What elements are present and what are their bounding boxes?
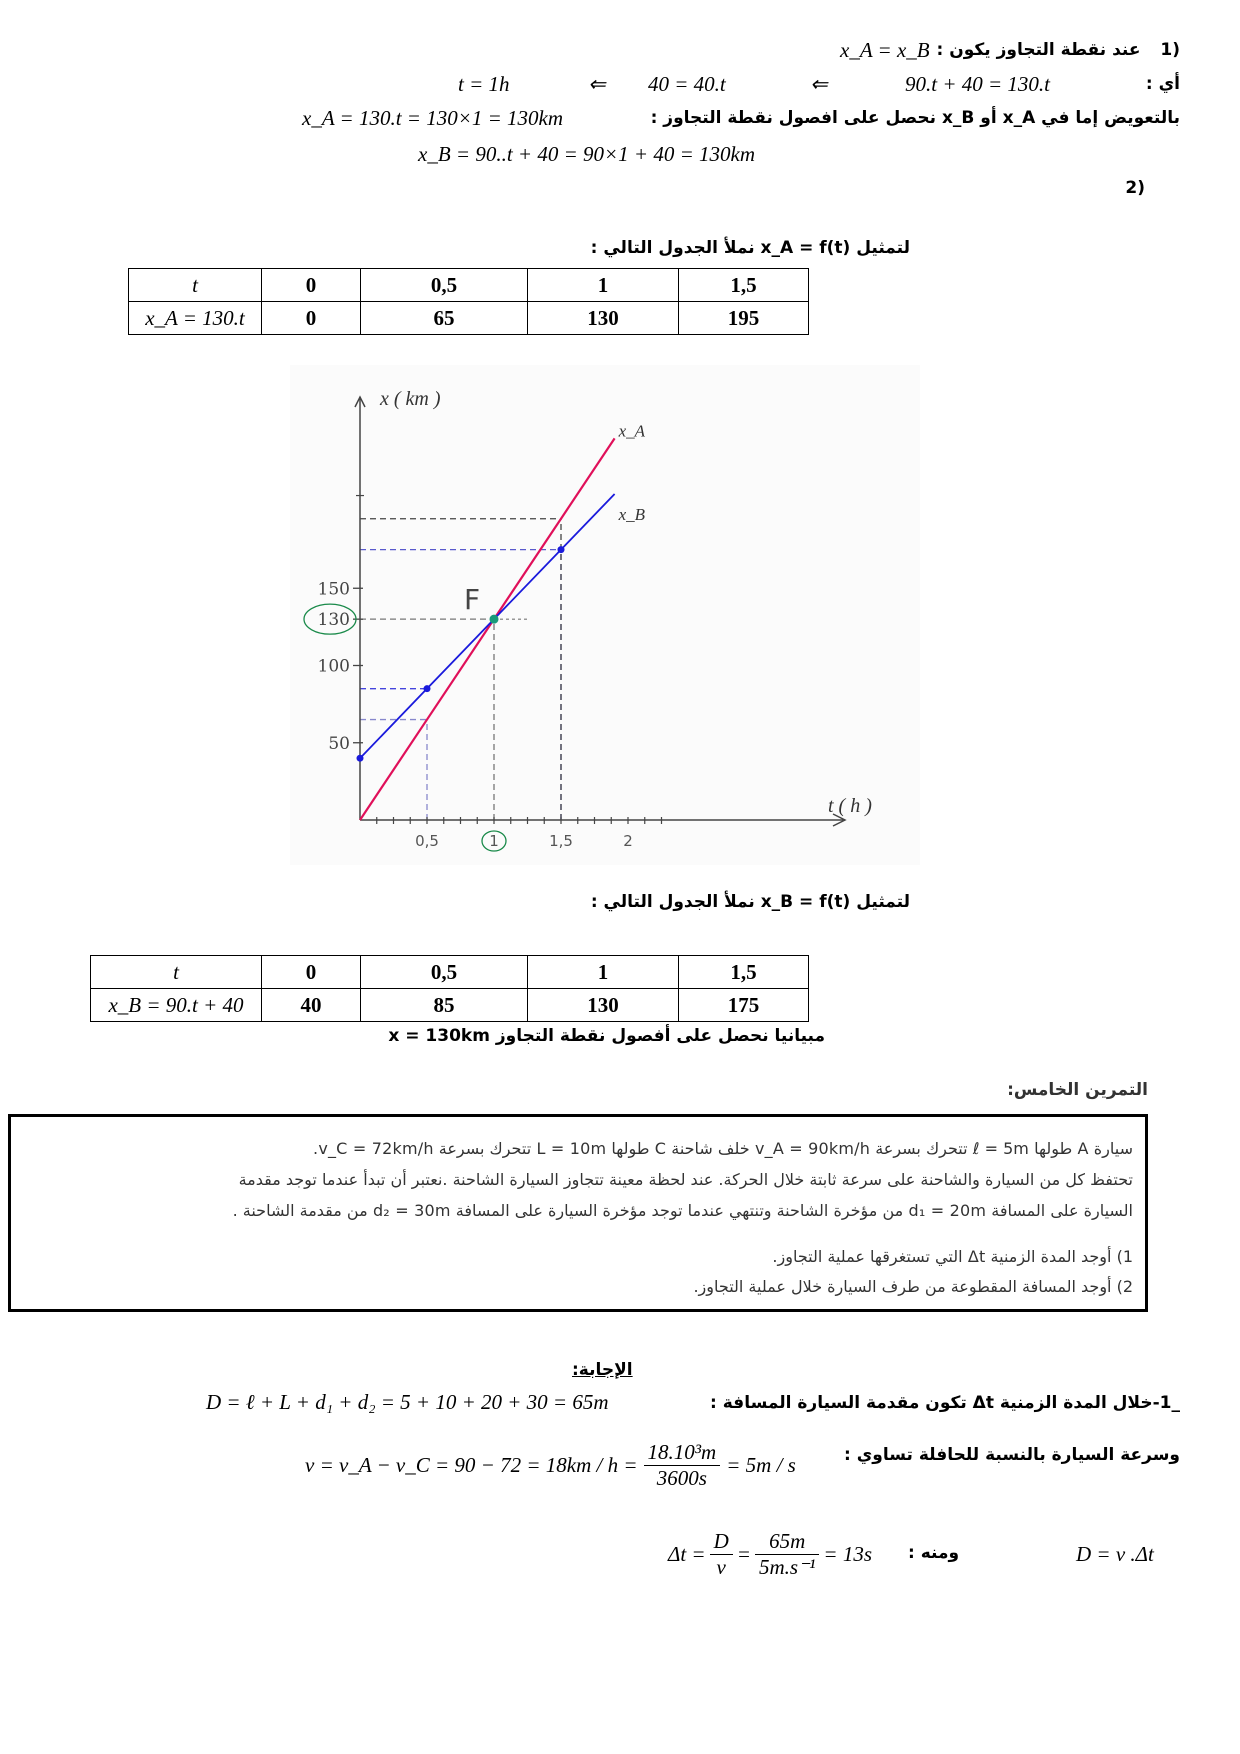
y-tick-label: 130: [317, 610, 350, 631]
table-cell: 1,5: [679, 956, 809, 989]
table-cell: 130: [528, 302, 679, 335]
question-2: 2) أوجد المسافة المقطوعة من طرف السيارة خلال عملية التجاوز.: [693, 1277, 1133, 1296]
statement-line-3: السيارة على المسافة d₁ = 20m من مؤخرة الشاحنة وتنتهي عندما توجد مؤخرة السيارة على المسافة d₂ = 30m من مقدمة الشاحنة .: [232, 1201, 1133, 1220]
table-cell: t: [91, 956, 262, 989]
answer2-eq-right: = 5m / s: [726, 1452, 796, 1477]
table-cell: 1: [528, 956, 679, 989]
table-xb: [90, 955, 809, 1022]
part1-line4-eq: x_B = 90..t + 40 = 90×1 + 40 = 130km: [418, 142, 755, 166]
statement-line-1: سيارة A طولها ℓ = 5m تتحرك بسرعة v_A = 90km/h خلف شاحنة C طولها L = 10m تتحرك بسرعة v_C = 72km/h.: [313, 1139, 1133, 1158]
answer3-fraction-2: [755, 1529, 819, 1580]
data-point: [558, 546, 565, 553]
answer2-eq: [305, 1430, 796, 1500]
answer2-label: وسرعة السيارة بالنسبة للحافلة تساوي :: [843, 1445, 1180, 1465]
x-tick-label: 2: [623, 832, 633, 850]
answer2-frac-num: 18.10³m: [644, 1440, 721, 1466]
part1-number: (1: [1160, 40, 1180, 60]
answer1-label: _1-خلال المدة الزمنية Δt تكون مقدمة السيارة المسافة :: [710, 1393, 1180, 1413]
exercise5-statement-box: [8, 1114, 1148, 1312]
part1-line3-eq: x_A = 130.t = 130×1 = 130km: [302, 106, 564, 130]
part1-line1: [937, 40, 1180, 60]
table-cell: 0: [262, 269, 361, 302]
tableB-caption: لتمثيل x_B = f(t) نملأ الجدول التالي :: [590, 892, 910, 912]
answer3-fraction-1: [710, 1529, 733, 1580]
table-cell: 175: [679, 989, 809, 1022]
table-cell: 195: [679, 302, 809, 335]
x-tick-label: 1,5: [549, 832, 573, 850]
part1-line2-eq1: 90.t + 40 = 130.t: [905, 72, 1051, 96]
exercise5-title: التمرين الخامس:: [1007, 1080, 1148, 1100]
arrow-1: ⇐: [810, 72, 828, 96]
answer2-fraction: [644, 1440, 721, 1491]
answer3-left-eq: D = v .Δt: [1076, 1542, 1154, 1566]
data-point: [357, 755, 364, 762]
table-cell: 1: [528, 269, 679, 302]
table-cell: t: [129, 269, 262, 302]
part1-line2-label: أي :: [1145, 74, 1180, 94]
graph-conclusion: مبيانيا نحصل على أفصول نقطة التجاوز x = 130km: [388, 1026, 825, 1046]
table-cell: 0: [262, 302, 361, 335]
answer3-eq-b: = 13s: [823, 1541, 872, 1566]
chart-background: [290, 365, 920, 865]
tableA-caption: لتمثيل x_A = f(t) نملأ الجدول التالي :: [590, 238, 910, 258]
answer3-eq-a: Δt =: [668, 1541, 706, 1566]
x-tick-label: 0,5: [415, 832, 439, 850]
table-cell: 1,5: [679, 269, 809, 302]
series-label: x_A: [618, 421, 646, 441]
x-tick-label: 1: [489, 832, 499, 850]
intersection-label: F: [464, 583, 481, 617]
answer3-frac1-den: v: [716, 1554, 726, 1579]
table-cell: 130: [528, 989, 679, 1022]
table-cell: 0: [262, 956, 361, 989]
position-time-chart: [290, 365, 920, 865]
table-xa: [128, 268, 809, 335]
part1-line2-eq3: t = 1h: [458, 72, 510, 96]
part1-line2-eq2: 40 = 40.t: [648, 72, 726, 96]
y-tick-label: 150: [317, 579, 350, 600]
answer3-frac2-num: 65m: [755, 1529, 819, 1555]
part2-number: (2: [1125, 178, 1145, 198]
y-tick-label: 50: [328, 733, 350, 754]
arrow-2: ⇐: [588, 72, 606, 96]
series-label: x_B: [618, 505, 646, 525]
data-point: [424, 685, 431, 692]
answer3-frac2-den: 5m.s⁻¹: [758, 1554, 816, 1579]
part1-line1-eq: x_A = x_B: [840, 38, 930, 62]
question-1: 1) أوجد المدة الزمنية Δt التي تستغرقها عملية التجاوز.: [772, 1247, 1133, 1266]
part1-line1-label: عند نقطة التجاوز يكون :: [936, 40, 1141, 60]
answer3-frac1-num: D: [710, 1529, 733, 1555]
table-cell: x_A = 130.t: [129, 302, 262, 335]
table-cell: 85: [361, 989, 528, 1022]
statement-line-2: تحتفظ كل من السيارة والشاحنة على سرعة ثابتة خلال الحركة. عند لحظة معينة تتجاوز السيارة الشاحنة .نعتبر أن تبدأ عندما توجد مقدمة: [238, 1170, 1133, 1189]
table-cell: x_B = 90.t + 40: [91, 989, 262, 1022]
answer1-eq: D = ℓ + L + d₁ + d₂ = 5 + 10 + 20 + 30 = 65m: [206, 1390, 609, 1414]
table-cell: 40: [262, 989, 361, 1022]
table-cell: 0,5: [361, 956, 528, 989]
answer3-label: ومنه :: [908, 1543, 960, 1563]
y-tick-label: 100: [317, 656, 350, 677]
table-cell: 65: [361, 302, 528, 335]
answer3-eq: Δt = $\frac{D}{v}$ = $\frac{65m}{\text{5m.s⁻¹}}$ = 13s: [668, 1528, 872, 1579]
x-axis-label: t ( h ): [828, 795, 872, 817]
intersection-point: [490, 615, 499, 624]
answer2-eq-left: v = v_A − v_C = 90 − 72 = 18km / h =: [305, 1452, 638, 1477]
answer2-frac-den: 3600s: [656, 1465, 707, 1490]
answer-title: الإجابة:: [572, 1360, 633, 1380]
part1-line3-label: بالتعويض إما في x_A أو x_B نحصل على افصول نقطة التجاوز :: [650, 108, 1180, 128]
table-cell: 0,5: [361, 269, 528, 302]
y-axis-label: x ( km ): [380, 388, 441, 410]
